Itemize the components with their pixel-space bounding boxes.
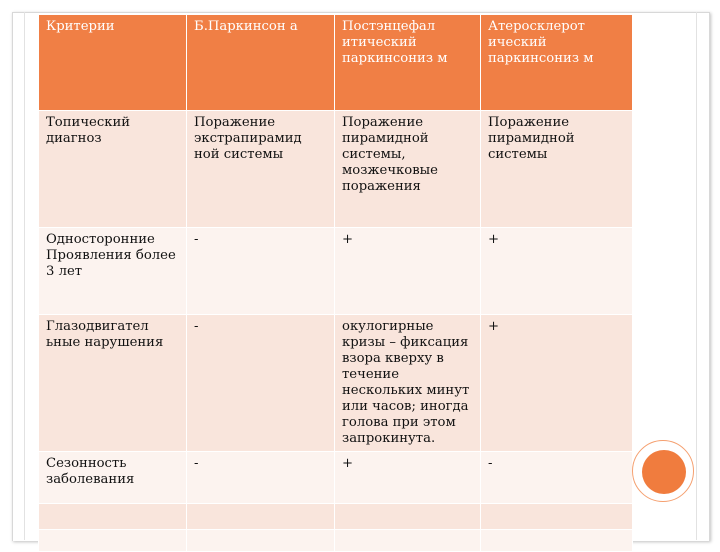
decorative-orange-circle bbox=[642, 450, 686, 494]
table-row bbox=[39, 228, 633, 315]
table-cell: + bbox=[481, 315, 633, 452]
row-label-oculomotor: Глазодвигател ьные нарушения bbox=[39, 315, 187, 452]
table-cell: + bbox=[335, 452, 481, 504]
table-cell: окулогирные кризы – фиксация взора кверху в течение нескольких минут или часов; иногда голова при этом запрокинута. bbox=[335, 315, 481, 452]
table-cell bbox=[39, 504, 187, 530]
table-cell bbox=[481, 530, 633, 552]
table-row bbox=[39, 504, 633, 530]
table-cell: + bbox=[335, 228, 481, 315]
row-label-seasonality: Сезонность заболевания bbox=[39, 452, 187, 504]
row-label-unilateral: Односторонние Проявления более 3 лет bbox=[39, 228, 187, 315]
table-cell bbox=[335, 530, 481, 552]
table-cell: - bbox=[187, 315, 335, 452]
table-header-row bbox=[39, 15, 633, 111]
table-row bbox=[39, 315, 633, 452]
table-cell bbox=[187, 504, 335, 530]
table-cell bbox=[481, 504, 633, 530]
header-cell-criteria: Критерии bbox=[39, 15, 187, 111]
header-cell-atherosclerotic: Атеросклерот ический паркинсониз м bbox=[481, 15, 633, 111]
table-cell: Поражение экстрапирамид ной системы bbox=[187, 111, 335, 228]
table-cell: + bbox=[481, 228, 633, 315]
row-label-topical-diagnosis: Топический диагноз bbox=[39, 111, 187, 228]
table-cell bbox=[335, 504, 481, 530]
header-cell-parkinson-disease: Б.Паркинсон а bbox=[187, 15, 335, 111]
table-cell bbox=[187, 530, 335, 552]
table-cell: Поражение пирамидной системы bbox=[481, 111, 633, 228]
header-cell-postencephalitic: Постэнцефал итический паркинсониз м bbox=[335, 15, 481, 111]
table-cell: - bbox=[481, 452, 633, 504]
table-row bbox=[39, 530, 633, 552]
table-cell: - bbox=[187, 228, 335, 315]
table-cell: - bbox=[187, 452, 335, 504]
slide-left-rule bbox=[24, 12, 25, 540]
table-row bbox=[39, 452, 633, 504]
table-cell: Поражение пирамидной системы, мозжечковые поражения bbox=[335, 111, 481, 228]
comparison-table bbox=[38, 14, 633, 552]
table-row bbox=[39, 111, 633, 228]
slide-right-rule bbox=[696, 12, 697, 540]
table-cell bbox=[39, 530, 187, 552]
